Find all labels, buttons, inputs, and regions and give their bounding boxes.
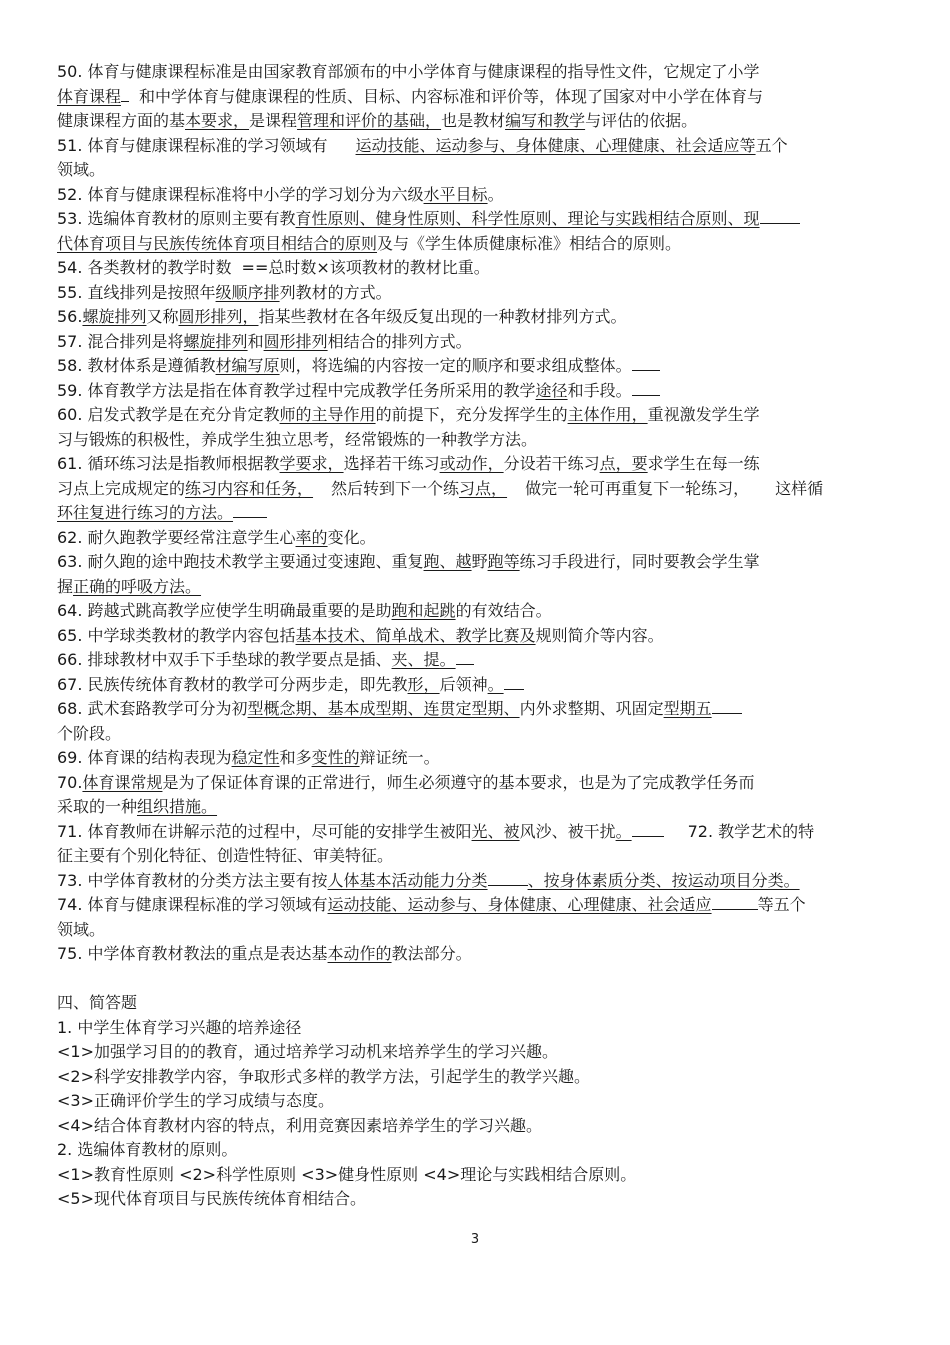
q68-line-2: 个阶段。: [57, 723, 122, 743]
q61-line-1: 61. 循环练习法是指教师根据教学要求，选择若干练习或动作，分设若干练习点，要求学生在每一练: [57, 454, 760, 473]
q62-line: 62. 耐久跑教学要经常注意学生心率的变化。: [57, 527, 376, 547]
answer-blank: 学要求，: [279, 454, 344, 473]
answer-blank: 本要求，: [185, 111, 250, 130]
q53-line-2: 代体育项目与民族传统体育项目相结合的原则及与《学生体质健康标准》相结合的原则。: [57, 233, 682, 253]
q55-line: 55. 直线排列是按照年级顺序排列教材的方式。: [57, 282, 392, 302]
q66-line: 66. 排球教材中双手下手垫球的教学要点是插、夹、提。: [57, 648, 893, 673]
answer-blank: 水平目标: [423, 184, 488, 204]
answer-blank: 、按身体素质分类、按运动项目分类。: [527, 870, 800, 890]
answer-blank: 练习内容和任务，: [185, 478, 314, 498]
q1-item-1: <1>加强学习目的的教育，通过培养学习动机来培养学生的学习兴趣。: [57, 1042, 558, 1061]
q64-line: 64. 跨越式跳高教学应使学生明确最重要的是助跑和起跳的有效结合。: [57, 601, 552, 620]
answer-blank: 率的: [295, 527, 328, 547]
q70-line-2: 采取的一种组织措施。: [57, 797, 218, 816]
answer-blank: 运动技能、运动参与、身体健康、心理健康、社会适应等: [355, 135, 756, 155]
q53-line-1: 53. 选编体育教材的原则主要有教育性原则、健身性原则、科学性原则、理论与实践相结合原则、现: [57, 207, 893, 232]
q52-line: 52. 体育与健康课程标准将中小学的学习划分为六级水平目标。: [57, 184, 504, 204]
answer-blank: 环往复进行练习的方法。: [57, 503, 234, 522]
answer-blank: 型概念期、基本成型期、连贯定型期、: [247, 699, 520, 718]
answer-blank: 圆形排列，: [178, 307, 259, 326]
answer-blank: 师的主导作用: [279, 405, 376, 424]
answer-blank: 编写和教学: [505, 111, 586, 130]
q61-line-2: 习点上完成规定的练习内容和任务， 然后转到下一个练习点， 做完一轮可再重复下一轮练习， 这样循: [57, 478, 824, 498]
answer-blank: 跑、越: [423, 552, 472, 571]
page-content: [57, 60, 893, 1212]
q50-line-1: 50. 体育与健康课程标准是由国家教育部颁布的中小学体育与健康课程的指导性文件，它规定了小学: [57, 62, 760, 81]
answer-blank: 形，: [407, 674, 440, 694]
answer-blank: 变性的: [311, 748, 360, 767]
q60-line-2: 习与锻炼的积极性，养成学生独立思考，经常锻炼的一种教学方法。: [57, 429, 538, 449]
answer-blank: 点，要: [599, 454, 648, 473]
q1-item-2: <2>科学安排教学内容，争取形式多样的教学方法，引起学生的教学兴趣。: [57, 1066, 590, 1086]
q1-item-3: <3>正确评价学生的学习成绩与态度。: [57, 1091, 334, 1110]
answer-blank: 级顺序排: [215, 282, 280, 302]
answer-blank: 育性原则、健身性原则、科学性原则、理论与实践相结合原则、现: [295, 209, 760, 228]
q71-line-1: 71. 体育教师在讲解示范的过程中，尽可能的安排学生被阳光、被风沙、被干扰。 72. 教学艺术的特: [57, 821, 815, 841]
q54-line: 54. 各类教材的教学时数 ==总时数×该项教材的教材比重。: [57, 258, 490, 277]
page-number: 3: [470, 1232, 480, 1247]
answer-blank: 体育课程: [57, 86, 122, 106]
q63-line-2: 握正确的呼吸方法。: [57, 576, 202, 596]
q63-line-1: 63. 耐久跑的途中跑技术教学主要通过变速跑、重复跑、越野跑等练习手段进行，同时要教会学生掌: [57, 552, 760, 571]
answer-blank: 正确的呼吸方法。: [73, 576, 202, 596]
answer-blank: 组织措施。: [137, 797, 218, 816]
q57-line: 57. 混合排列是将螺旋排列和圆形排列相结合的排列方式。: [57, 331, 472, 351]
section-spacer: [57, 967, 893, 992]
q65-line: 65. 中学球类教材的教学内容包括基本技术、简单战术、教学比赛及规则简介等内容。: [57, 625, 664, 645]
answer-blank: 螺旋排列: [183, 331, 248, 351]
q2-item-1: <1>教育性原则 <2>科学性原则 <3>健身性原则 <4>理论与实践相结合原则。: [57, 1164, 637, 1184]
answer-blank: 圆形排列: [263, 331, 328, 351]
answer-blank: 运动技能、运动参与、身体健康、心理健康、社会适应: [327, 895, 712, 914]
q70-line-1: 70.体育课常规是为了保证体育课的正常进行，师生必须遵守的基本要求，也是为了完成教学任务而: [57, 772, 755, 792]
answer-blank: 体育课常规: [82, 772, 163, 792]
answer-blank: 跑等: [487, 552, 520, 571]
q50-line-2: 体育课程 和中学体育与健康课程的性质、目标、内容标准和评价等，体现了国家对中小学在体育与: [57, 86, 764, 106]
question-2-title: 2. 选编体育教材的原则。: [57, 1140, 238, 1159]
answer-blank: 管理和评价的基础，: [297, 111, 442, 130]
q73-line: 73. 中学体育教材的分类方法主要有按人体基本活动能力分类 、按身体素质分类、按运动项目分类。: [57, 870, 800, 890]
q67-line: 67. 民族传统体育教材的教学可分两步走，即先教形，后领神。: [57, 673, 893, 698]
answer-blank: 途径: [535, 380, 568, 400]
answer-blank: 螺旋排列: [82, 307, 147, 326]
answer-blank: 夹、提: [391, 650, 440, 669]
q56-line: 56.螺旋排列又称圆形排列，指某些教材在各年级反复出现的一种教材排列方式。: [57, 307, 627, 326]
q69-line: 69. 体育课的结构表现为稳定性和多变性的辩证统一。: [57, 748, 440, 767]
q68-line-1: 68. 武术套路教学可分为初型概念期、基本成型期、连贯定型期、内外求整期、巩固定型期五: [57, 697, 893, 722]
q74-line-1: 74. 体育与健康课程标准的学习领域有运动技能、运动参与、身体健康、心理健康、社会适应 等五个: [57, 895, 806, 914]
q59-line: 59. 体育教学方法是指在体育教学过程中完成教学任务所采用的教学途径和手段。: [57, 379, 893, 404]
q51-line-2: 领域。: [57, 160, 106, 179]
answer-blank: 材编写原: [215, 356, 280, 375]
q61-line-3: [57, 501, 893, 526]
q60-line-1: 60. 启发式教学是在充分肯定教师的主导作用的前提下，充分发挥学生的主体作用，重视激发学生学: [57, 405, 760, 424]
answer-blank: 或动作，: [439, 454, 504, 473]
q58-line: 58. 教材体系是遵循教材编写原则，将选编的内容按一定的顺序和要求组成整体。: [57, 354, 893, 379]
answer-blank: 习点，: [459, 478, 508, 498]
answer-blank: 跑和起跳: [391, 601, 456, 620]
q50-line-3: 健康课程方面的基本要求，是课程管理和评价的基础，也是教材编写和教学与评估的依据。: [57, 111, 698, 130]
q74-line-2: 领域。: [57, 919, 106, 939]
answer-blank: 光、被: [471, 821, 520, 841]
q75-line: 75. 中学体育教材教法的重点是表达基本动作的教法部分。: [57, 944, 472, 963]
answer-blank: 稳定性: [231, 748, 280, 767]
answer-blank: 本动作的: [327, 944, 392, 963]
question-1-title: 1. 中学生体育学习兴趣的培养途径: [57, 1017, 302, 1037]
answer-blank: 主体作用，: [567, 405, 648, 424]
answer-blank: 人体基本活动能力分类: [327, 870, 488, 890]
q71-line-2: 征主要有个别化特征、创造性特征、审美特征。: [57, 846, 394, 865]
q2-item-2: <5>现代体育项目与民族传统体育相结合。: [57, 1189, 366, 1208]
answer-blank: 基本技术、简单战术、教学比赛及: [295, 625, 536, 645]
q51-line-1: 51. 体育与健康课程标准的学习领域有 运动技能、运动参与、身体健康、心理健康、社会适应等五个: [57, 135, 788, 155]
answer-blank: 型期五: [663, 699, 712, 718]
answer-blank: 代体育项目与民族传统体育项目相结合的原则: [57, 233, 378, 253]
q1-item-4: <4>结合体育教材内容的特点，利用竞赛因素培养学生的学习兴趣。: [57, 1115, 542, 1135]
section-title: 四、简答题: [57, 993, 138, 1012]
